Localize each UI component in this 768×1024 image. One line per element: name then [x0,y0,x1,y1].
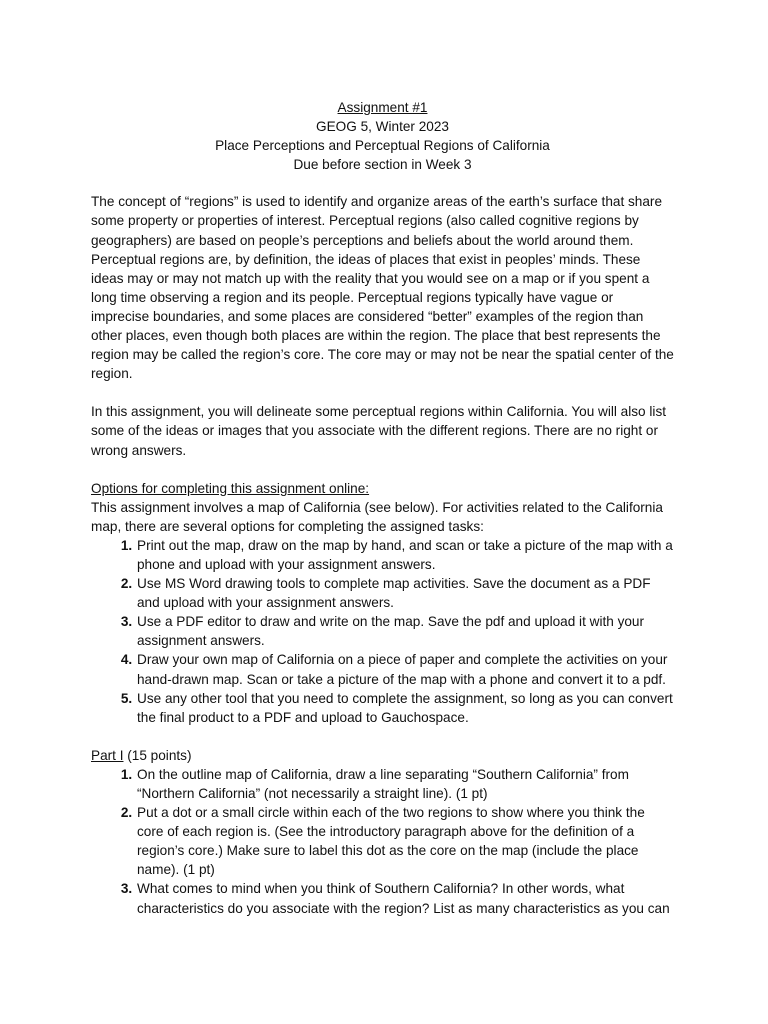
options-list-item: 1. Print out the map, draw on the map by hand, and scan or take a picture of the map with a phone and upload with your assignment answers. [136,536,674,574]
assignment-paragraph: In this assignment, you will delineate some perceptual regions within California. You will also list some of the ideas or images that you associate with the different regions. There are no right or wrong answers. [91,404,667,458]
part1-heading-line [91,746,674,765]
part1-list-item: 2. Put a dot or a small circle within each of the two regions to show where you think the core of each region is. (See the introductory paragraph above for the definition of a region’s core.) Make sure to label this dot as the core on the map (include the place name). (1 pt) [136,803,674,879]
course-name: GEOG 5, Winter 2023 [316,119,449,135]
options-list-item: 3. Use a PDF editor to draw and write on the map. Save the pdf and upload it with your assignment answers. [136,612,674,650]
intro-paragraph: The concept of “regions” is used to identify and organize areas of the earth’s surface that share some property or properties of interest. Perceptual regions (also called cognitive regions by geographers) are based on people’s perceptions and beliefs about the world around them. Perceptual regions are, by definition, the ideas of places that exist in peoples’ minds. These ideas may or may not match up with the reality that you would see on a map or if you spent a long time observing a region and its people. Perceptual regions typically have vague or imprecise boundaries, and some places are considered “better” examples of the region than other places, even though both places are within the region. The place that best represents the region may be called the region’s core. The core may or may not be near the spatial center of the region. [91,194,674,382]
assignment-topic: Place Perceptions and Perceptual Regions of California [215,138,550,154]
part1-list-item: 3. What comes to mind when you think of Southern California? In other words, what characteristics do you associate with the region? List as many characteristics as you can [136,879,674,917]
document-header [91,98,674,174]
due-date: Due before section in Week 3 [293,157,472,173]
assignment-title: Assignment #1 [337,100,428,115]
part1-heading: Part I [91,747,124,763]
options-list-item: 2. Use MS Word drawing tools to complete map activities. Save the document as a PDF and upload with your assignment answers. [136,574,674,612]
part1-list-item: 1. On the outline map of California, draw a line separating “Southern California” from “Northern California” (not necessarily a straight line). (1 pt) [136,765,674,803]
options-list [91,536,674,727]
part1-list [91,765,674,918]
options-heading: Options for completing this assignment online: [91,480,370,496]
options-list-item: 5. Use any other tool that you need to complete the assignment, so long as you can convert the final product to a PDF and upload to Gauchospace. [136,689,674,727]
options-list-item: 4. Draw your own map of California on a piece of paper and complete the activities on your hand-drawn map. Scan or take a picture of the map with a phone and convert it to a pdf. [136,650,674,688]
options-lead: This assignment involves a map of California (see below). For activities related to the California map, there are several options for completing the assigned tasks: [91,499,663,534]
part1-points: (15 points) [123,747,192,763]
